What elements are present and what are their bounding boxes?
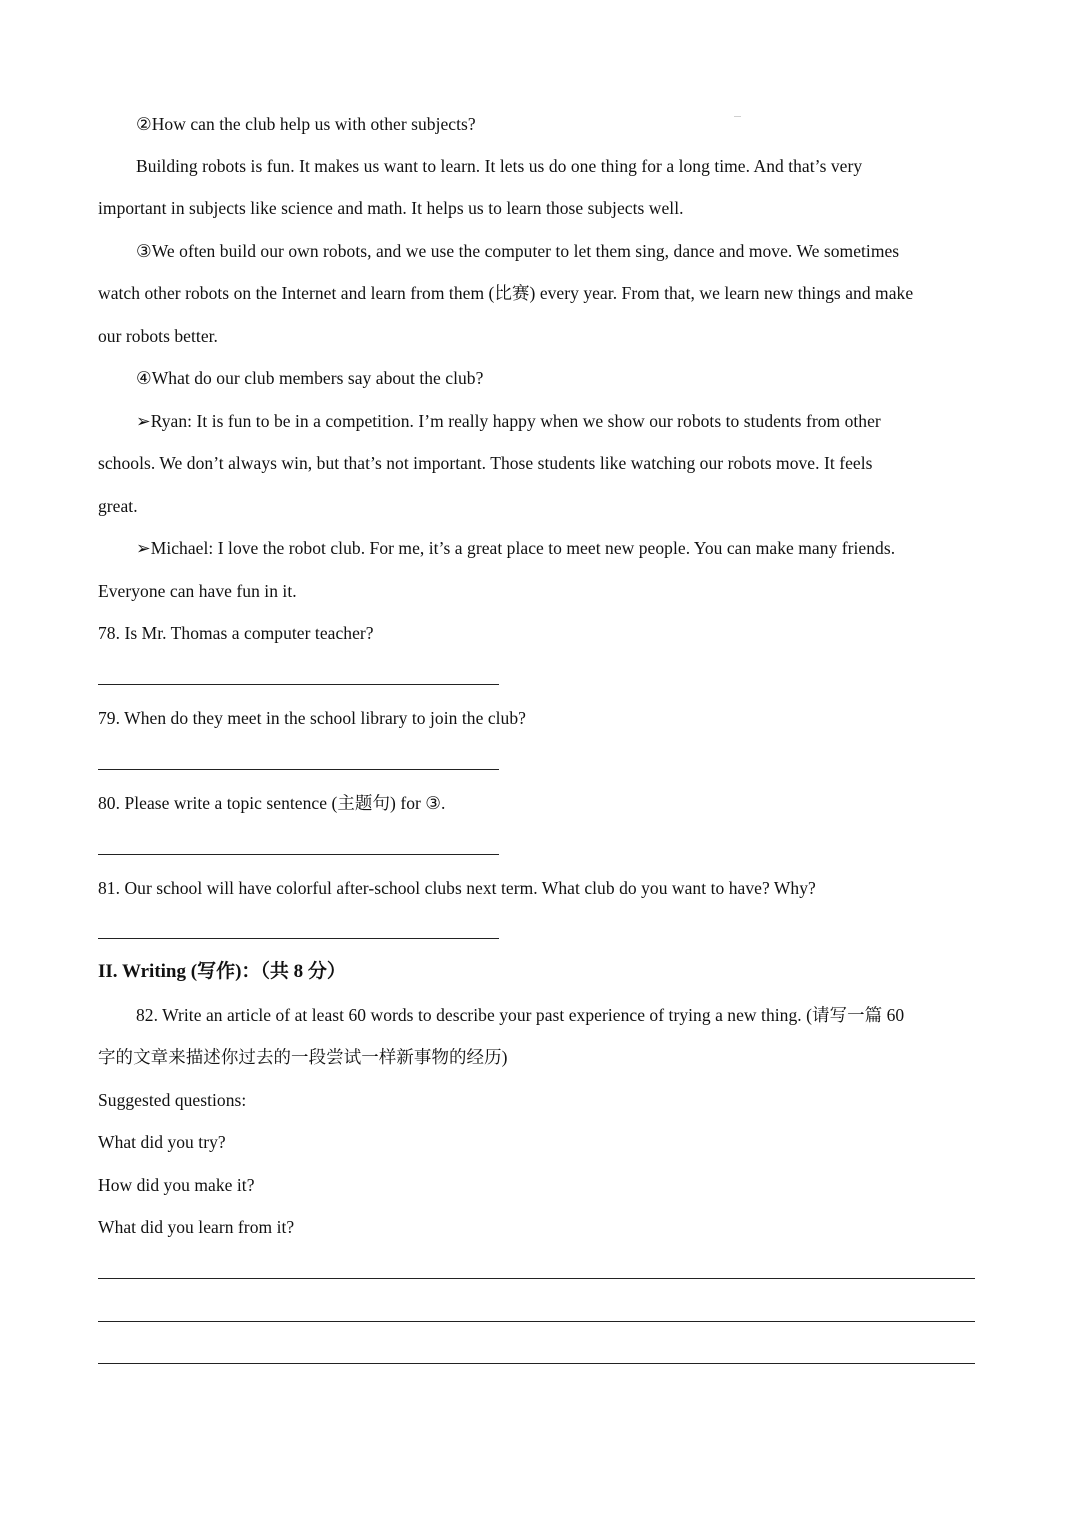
passage-line: Building robots is fun. It makes us want to learn. It lets us do one thing for a long time. And that’s very — [136, 156, 863, 176]
writing-line[interactable] — [98, 1321, 975, 1322]
answer-line-78[interactable] — [98, 684, 499, 685]
passage-line: important in subjects like science and math. It helps us to learn those subjects well. — [98, 198, 684, 218]
suggested-question: How did you make it? — [98, 1175, 255, 1195]
passage-line: ③We often build our own robots, and we use the computer to let them sing, dance and move. We sometimes — [136, 241, 900, 261]
writing-section-heading: II. Writing (写作)：（共 8 分） — [98, 961, 346, 982]
subheading-4: ④What do our club members say about the club? — [136, 368, 484, 388]
passage-line: Everyone can have fun in it. — [98, 581, 297, 601]
passage-line: ➢Michael: I love the robot club. For me, it’s a great place to meet new people. You can make many friends. — [136, 538, 896, 558]
passage-line: ➢Ryan: It is fun to be in a competition. I’m really happy when we show our robots to students from other — [136, 411, 881, 431]
answer-line-80[interactable] — [98, 854, 499, 855]
answer-line-81[interactable] — [98, 938, 499, 939]
suggested-question: What did you try? — [98, 1132, 226, 1152]
scan-speck — [734, 116, 741, 117]
passage-line: great. — [98, 496, 138, 516]
writing-line[interactable] — [98, 1278, 975, 1279]
question-80: 80. Please write a topic sentence (主题句) for ③. — [98, 793, 446, 813]
question-81: 81. Our school will have colorful after-school clubs next term. What club do you want to have? Why? — [98, 878, 816, 898]
passage-line: our robots better. — [98, 326, 218, 346]
question-78: 78. Is Mr. Thomas a computer teacher? — [98, 623, 374, 643]
writing-prompt: 字的文章来描述你过去的一段尝试一样新事物的经历) — [98, 1047, 508, 1067]
writing-line[interactable] — [98, 1363, 975, 1364]
question-79: 79. When do they meet in the school library to join the club? — [98, 708, 526, 728]
suggested-question: What did you learn from it? — [98, 1217, 295, 1237]
subheading-2: ②How can the club help us with other subjects? — [136, 114, 476, 134]
suggested-questions-label: Suggested questions: — [98, 1090, 247, 1110]
answer-line-79[interactable] — [98, 769, 499, 770]
writing-prompt: 82. Write an article of at least 60 words to describe your past experience of trying a new thing. (请写一篇 60 — [136, 1005, 905, 1025]
passage-line: watch other robots on the Internet and learn from them (比赛) every year. From that, we learn new things and make — [98, 283, 914, 303]
passage-line: schools. We don’t always win, but that’s not important. Those students like watching our robots move. It feels — [98, 453, 873, 473]
